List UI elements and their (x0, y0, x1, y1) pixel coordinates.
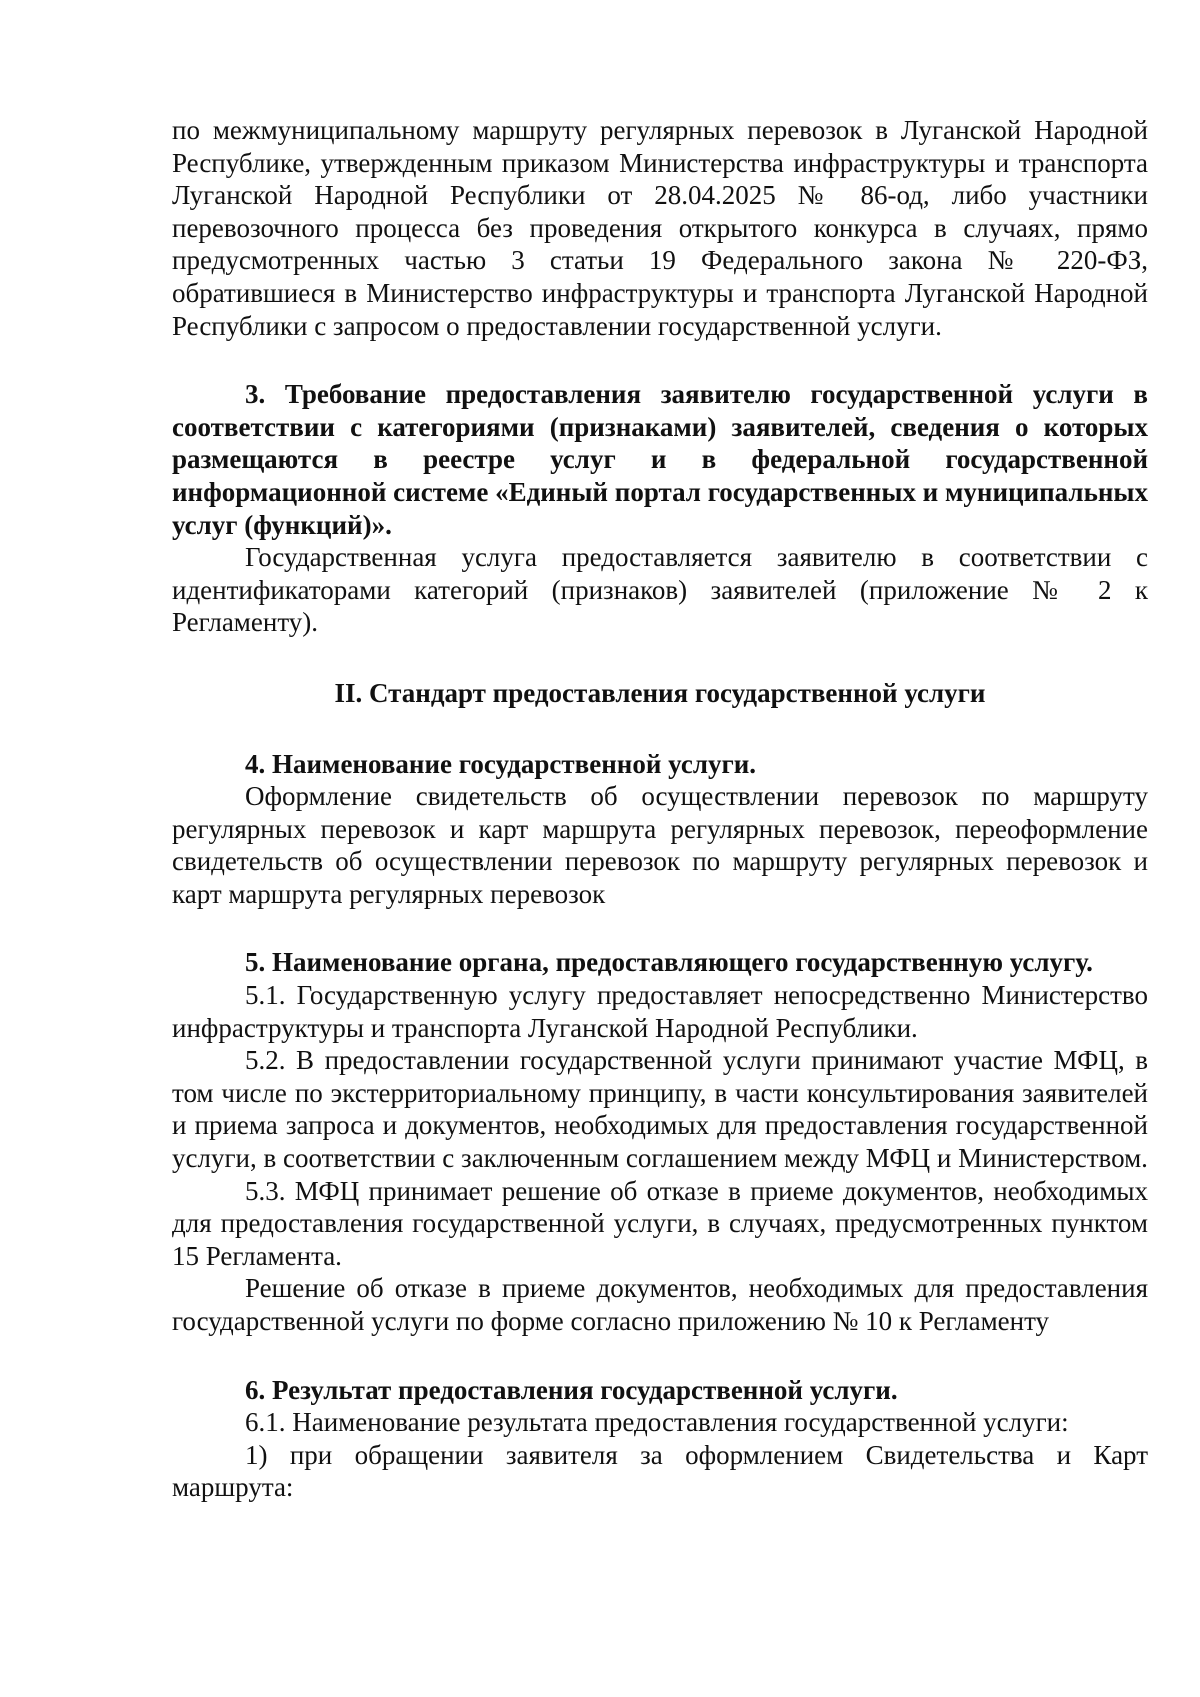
section-3-body: Государственная услуга предоставляется заявителю в соответствии с идентификаторами категорий (признаков) заявителей (приложение № 2 к Регламенту). (172, 542, 1148, 638)
section-6-1-paragraph: 6.1. Наименование результата предоставления государственной услуги: (245, 1407, 1069, 1438)
section-5-heading: 5. Наименование органа, предоставляющего государственную услугу. (245, 947, 1093, 978)
document-body (172, 114, 1148, 1504)
section-5-3-decision-paragraph: Решение об отказе в приеме документов, необходимых для предоставления государственной услуги по форме согласно приложению № 10 к Регламенту (172, 1273, 1148, 1336)
section-6-1-item-1: 1) при обращении заявителя за оформлением Свидетельства и Карт маршрута: (172, 1439, 1148, 1503)
section-5-1-paragraph: 5.1. Государственную услугу предоставляет непосредственно Министерство инфраструктуры и транспорта Луганской Народной Республики. (172, 980, 1148, 1043)
section-5-2-paragraph: 5.2. В предоставлении государственной услуги принимают участие МФЦ, в том числе по экстерриториальному принципу, в части консультирования заявителей и приема запроса и документов, необходимых для предоставления государственной услуги, в соответствии с заключенным соглашением между МФЦ и Министерством. (172, 1045, 1148, 1174)
section-4-body: Оформление свидетельств об осуществлении перевозок по маршруту регулярных перевозок и карт маршрута регулярных перевозок, переоформление свидетельств об осуществлении перевозок по маршруту регулярных перевозок и карт маршрута регулярных перевозок (172, 781, 1148, 909)
section-3-heading: 3. Требование предоставления заявителю государственной услуги в соответствии с категориями (признаками) заявителей, сведения о которых размещаются в реестре услуг и в федеральной государственной информационной системе «Единый портал государственных и муниципальных услуг (функций)». (172, 379, 1148, 540)
section-4-heading: 4. Наименование государственной услуги. (245, 748, 757, 779)
section-ii-title: II. Стандарт предоставления государственной услуги (334, 677, 986, 708)
intro-paragraph: по межмуниципальному маршруту регулярных перевозок в Луганской Народной Республике, утвержденным приказом Министерства инфраструктуры и транспорта Луганской Народной Республики от 28.04.2025 № 86-од, либо участники перевозочного процесса без проведения открытого конкурса в случаях, прямо предусмотренных частью 3 статьи 19 Федерального закона № 220-ФЗ, обратившиеся в Министерство инфраструктуры и транспорта Луганской Народной Республики с запросом о предоставлении государственной услуги. (172, 115, 1148, 341)
section-6-heading: 6. Результат предоставления государственной услуги. (245, 1374, 898, 1405)
section-5-3-paragraph: 5.3. МФЦ принимает решение об отказе в приеме документов, необходимых для предоставления государственной услуги, в случаях, предусмотренных пунктом 15 Регламента. (172, 1175, 1148, 1271)
